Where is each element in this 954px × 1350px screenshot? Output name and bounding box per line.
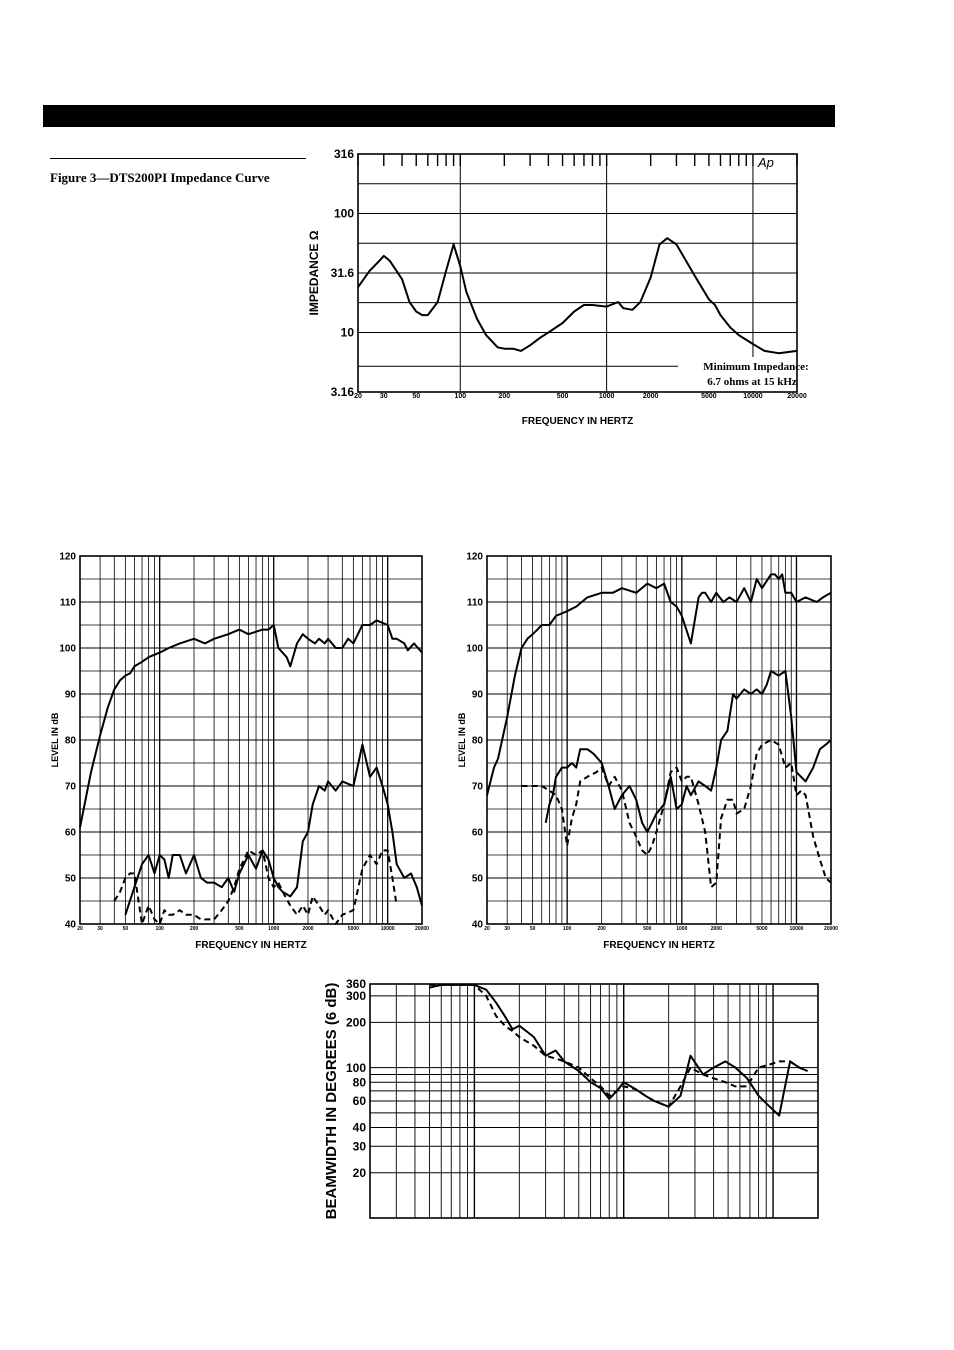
- level-right-y-tick-label: 120: [466, 551, 483, 563]
- level-left-x-tick-label: 2000: [302, 926, 314, 932]
- figure-caption: Figure 3—DTS200PI Impedance Curve: [50, 170, 270, 185]
- level-right-y-tick-label: 100: [466, 643, 483, 655]
- level-right-x-tick-label: 10000: [789, 926, 804, 932]
- impedance-x-tick-label: 200: [498, 393, 511, 400]
- level-left-x-tick-label: 1000: [268, 926, 280, 932]
- level-right-y-axis-label: LEVEL IN dB: [457, 712, 467, 768]
- level-right-y-tick-label: 110: [466, 597, 483, 609]
- impedance-annotation-line2: 6.7 ohms at 15 kHz: [707, 376, 797, 388]
- impedance-x-tick-label: 20000: [787, 393, 807, 400]
- impedance-y-tick-label: 10: [340, 325, 354, 340]
- level-left-x-tick-label: 20000: [415, 926, 429, 932]
- level-right-x-tick-label: 5000: [756, 926, 768, 932]
- impedance-x-tick-label: 20: [354, 393, 362, 400]
- level-right-x-tick-label: 20000: [824, 926, 838, 932]
- impedance-y-tick-label: 100: [333, 206, 354, 221]
- level-right-y-tick-label: 70: [471, 781, 483, 793]
- level-left-x-tick-label: 10000: [380, 926, 395, 932]
- level-left-x-tick-label: 500: [235, 926, 244, 932]
- beamwidth-y-tick-label: 30: [352, 1139, 366, 1154]
- level-left-y-tick-label: 120: [59, 551, 76, 563]
- impedance-annotation-line1: Minimum Impedance:: [703, 361, 809, 373]
- level-left-y-tick-label: 100: [59, 643, 76, 655]
- impedance-y-tick-label: 3.16: [330, 385, 354, 400]
- level-left-y-tick-label: 40: [64, 919, 76, 931]
- level-right-y-tick-label: 80: [471, 735, 483, 747]
- impedance-x-tick-label: 1000: [598, 393, 615, 400]
- impedance-y-axis-label: IMPEDANCE Ω: [307, 230, 321, 316]
- level-left-y-tick-label: 70: [64, 781, 76, 793]
- level-right-y-tick-label: 40: [471, 919, 483, 931]
- level-left-y-tick-label: 110: [59, 597, 76, 609]
- level-right-y-tick-label: 90: [471, 689, 483, 701]
- beamwidth-y-axis-label: BEAMWIDTH IN DEGREES (6 dB): [323, 982, 340, 1220]
- impedance-y-tick-label: 31.6: [330, 266, 354, 281]
- beamwidth-y-tick-label: 300: [345, 989, 366, 1004]
- level-left-x-axis-label: FREQUENCY IN HERTZ: [195, 940, 307, 951]
- impedance-x-tick-label: 5000: [701, 393, 717, 400]
- impedance-corner-label: Ap: [758, 155, 774, 170]
- level-left-x-tick-label: 20: [77, 926, 83, 932]
- level-right-x-tick-label: 500: [643, 926, 652, 932]
- level-left-y-tick-label: 60: [64, 827, 76, 839]
- impedance-x-tick-label: 100: [454, 393, 467, 400]
- level-left-x-tick-label: 200: [189, 926, 199, 932]
- level-left-y-tick-label: 80: [64, 735, 76, 747]
- impedance-x-tick-label: 30: [379, 393, 388, 400]
- beamwidth-y-tick-label: 200: [345, 1015, 366, 1030]
- level-right-x-axis-label: FREQUENCY IN HERTZ: [603, 940, 715, 951]
- level-left-y-tick-label: 50: [64, 873, 76, 885]
- level-left-y-tick-label: 90: [64, 689, 76, 701]
- beamwidth-y-tick-label: 100: [345, 1060, 366, 1075]
- level-right-y-tick-label: 50: [471, 873, 483, 885]
- beamwidth-y-tick-label: 80: [352, 1075, 366, 1090]
- impedance-x-tick-label: 50: [412, 393, 421, 400]
- level-right-x-tick-label: 100: [562, 926, 572, 932]
- level-right-x-tick-label: 1000: [676, 926, 688, 932]
- beamwidth-y-tick-label: 60: [352, 1094, 366, 1109]
- beamwidth-y-tick-label: 20: [352, 1165, 366, 1180]
- impedance-x-tick-label: 2000: [642, 393, 659, 400]
- impedance-x-tick-label: 10000: [743, 393, 763, 400]
- level-left-y-axis-label: LEVEL IN dB: [50, 712, 60, 768]
- beamwidth-y-tick-label: 360: [345, 977, 366, 992]
- impedance-x-axis-label: FREQUENCY IN HERTZ: [521, 416, 634, 427]
- level-right-x-tick-label: 20: [484, 926, 490, 932]
- level-right-y-tick-label: 60: [471, 827, 483, 839]
- level-right-x-tick-label: 50: [529, 926, 536, 932]
- beamwidth-series-0-solid: [429, 985, 807, 1116]
- beamwidth-y-tick-label: 40: [352, 1120, 366, 1135]
- level-left-x-tick-label: 30: [97, 926, 103, 932]
- level-right-x-tick-label: 30: [504, 926, 510, 932]
- level-left-x-tick-label: 50: [122, 926, 129, 932]
- level-left-x-tick-label: 5000: [347, 926, 359, 932]
- impedance-x-tick-label: 500: [556, 393, 569, 400]
- level-right-x-tick-label: 2000: [710, 926, 722, 932]
- level-right-x-tick-label: 200: [597, 926, 606, 932]
- level-left-x-tick-label: 100: [155, 926, 164, 932]
- impedance-y-tick-label: 316: [333, 147, 354, 162]
